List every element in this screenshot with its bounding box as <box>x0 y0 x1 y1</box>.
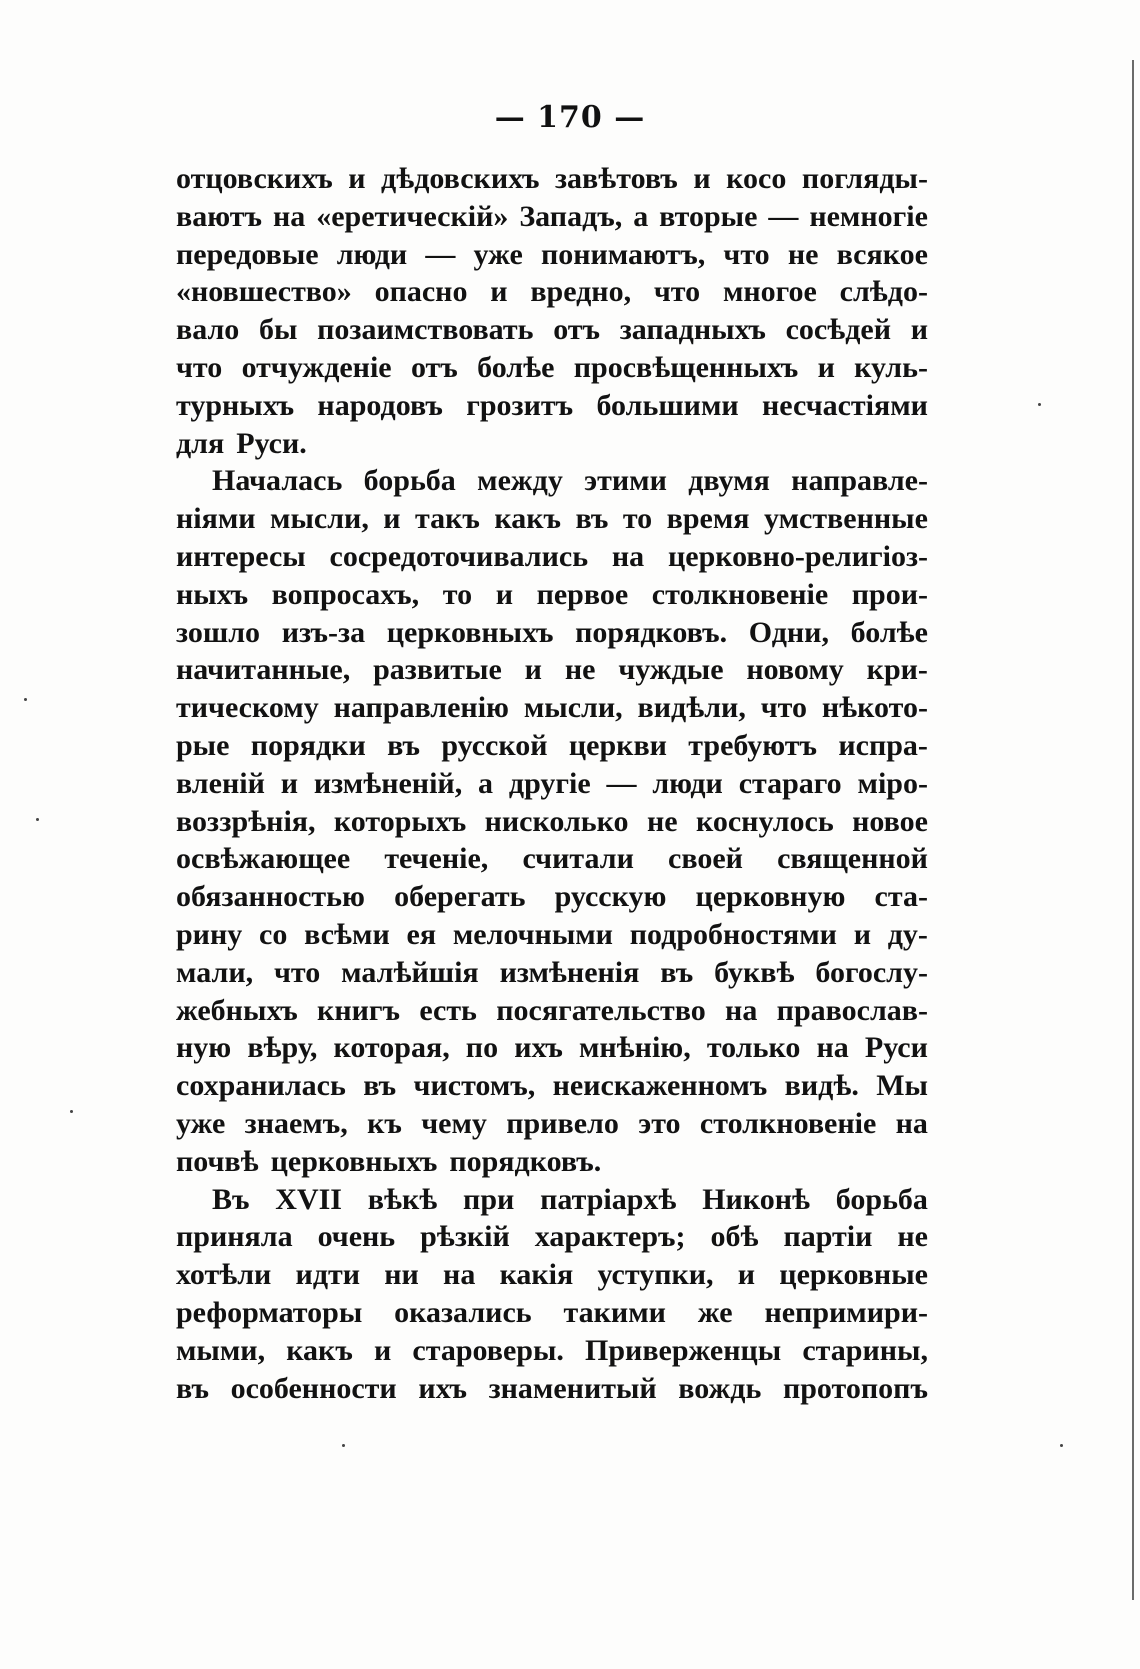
body-text <box>176 160 928 1407</box>
text-line: почвѣ церковныхъ порядковъ. <box>176 1144 602 1178</box>
text-line: освѣжающее теченіе, считали своей священной <box>176 842 928 876</box>
scan-speck <box>1038 403 1041 406</box>
scan-edge-line <box>1132 60 1134 1600</box>
text-line: обязанностью оберегать русскую церковную ста- <box>176 880 928 914</box>
scan-speck <box>24 698 27 701</box>
text-line: рые порядки въ русской церкви требуютъ испра- <box>176 728 928 762</box>
text-line: что отчужденіе отъ болѣе просвѣщенныхъ и куль- <box>176 350 928 384</box>
text-line: мали, что малѣйшія измѣненія въ буквѣ богослу- <box>176 955 928 989</box>
page-number: — 170 — <box>494 100 646 135</box>
text-line: мыми, какъ и староверы. Приверженцы старины, <box>176 1333 928 1367</box>
text-line: для Руси. <box>176 426 307 460</box>
text-line: Началась борьба между этими двумя направле- <box>212 464 928 498</box>
scan-speck <box>342 1444 345 1447</box>
text-line: «новшество» опасно и вредно, что многое слѣдо- <box>176 275 928 309</box>
text-line: Въ XVII вѣкѣ при патріархѣ Никонѣ борьба <box>212 1182 928 1216</box>
text-line: рину со всѣми ея мелочными подробностями и ду- <box>176 917 928 951</box>
text-line: ніями мысли, и такъ какъ въ то время умственные <box>176 502 928 536</box>
scan-speck <box>36 818 39 821</box>
text-line: ныхъ вопросахъ, то и первое столкновеніе прои- <box>176 577 928 611</box>
text-line: тическому направленію мысли, видѣли, что нѣкото- <box>176 691 928 725</box>
text-line: въ особенности ихъ знаменитый вождь протопопъ <box>176 1371 928 1405</box>
text-line: реформаторы оказались такими же непримири- <box>176 1295 928 1329</box>
text-line: воззрѣнія, которыхъ нисколько не коснулось новое <box>176 804 928 838</box>
text-line: интересы сосредоточивались на церковно-религіоз- <box>176 539 928 573</box>
text-line: ную вѣру, которая, по ихъ мнѣнію, только на Руси <box>176 1031 928 1065</box>
text-line: жебныхъ книгъ есть посягательство на православ- <box>176 993 928 1027</box>
text-line: приняла очень рѣзкій характеръ; обѣ партіи не <box>176 1220 928 1254</box>
text-line: ваютъ на «еретическій» Западъ, а вторые — немногіе <box>176 199 928 233</box>
text-line: начитанные, развитые и не чуждые новому кри- <box>176 653 928 687</box>
text-line: сохранилась въ чистомъ, неискаженномъ видѣ. Мы <box>176 1069 928 1103</box>
text-line: хотѣли идти ни на какія уступки, и церковные <box>176 1258 928 1292</box>
text-line: зошло изъ-за церковныхъ порядковъ. Одни, болѣе <box>176 615 928 649</box>
text-line: передовые люди — уже понимаютъ, что не всякое <box>176 237 928 271</box>
text-line: отцовскихъ и дѣдовскихъ завѣтовъ и косо погляды- <box>176 162 928 195</box>
text-line: вало бы позаимствовать отъ западныхъ сосѣдей и <box>176 313 928 347</box>
scan-speck <box>70 1110 73 1113</box>
text-line: турныхъ народовъ грозитъ большими несчастіями <box>176 388 928 422</box>
text-line: вленій и измѣненій, а другіе — люди стараго міро- <box>176 766 928 800</box>
text-line: уже знаемъ, къ чему привело это столкновеніе на <box>176 1106 928 1140</box>
scan-speck <box>1060 1444 1063 1447</box>
